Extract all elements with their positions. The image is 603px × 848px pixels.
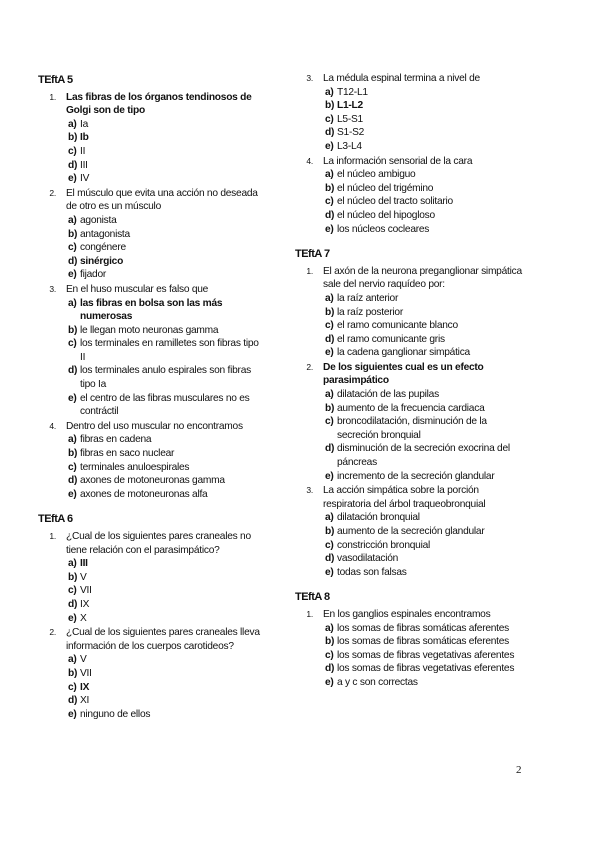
answer-option [68, 297, 266, 324]
question-row [40, 626, 266, 653]
answer-option [325, 511, 529, 525]
option-text: incremento de la secreción glandular [337, 470, 495, 482]
option-text: fibras en saco nuclear [80, 448, 175, 460]
page-number: 2 [516, 764, 522, 776]
question-text: De los siguientes cual es un efecto parasimpático [323, 361, 484, 387]
question-text: La médula espinal termina a nivel de [323, 73, 480, 84]
answer-option [325, 525, 529, 539]
option-letter: b) [68, 324, 78, 336]
option-text: Ia [80, 118, 88, 130]
option-text: III [80, 558, 88, 570]
question-text: La acción simpática sobre la porción respiratoria del árbol traqueobronquial [323, 485, 486, 510]
option-letter: a) [68, 654, 77, 666]
option-text: V [80, 571, 87, 583]
option-letter: c) [68, 461, 77, 473]
option-letter: a) [325, 512, 334, 524]
option-letter: e) [325, 140, 334, 152]
answer-option [68, 708, 266, 722]
option-letter: d) [325, 209, 335, 221]
option-letter: c) [68, 242, 77, 254]
option-letter: a) [68, 558, 77, 570]
option-letter: e) [325, 470, 334, 482]
option-text: fibras en cadena [80, 434, 152, 446]
option-text: los somas de fibras vegetativas aferentes [337, 649, 515, 661]
option-text: VII [80, 667, 92, 679]
exam-section [297, 72, 529, 236]
option-letter: c) [68, 338, 77, 350]
exam-section [40, 74, 266, 501]
option-letter: c) [325, 649, 334, 661]
option-text: T12-L1 [337, 86, 368, 98]
option-letter: b) [68, 448, 78, 460]
answer-option [325, 552, 529, 566]
answer-option [68, 214, 266, 228]
option-letter: a) [68, 434, 77, 446]
option-letter: b) [325, 636, 335, 648]
answer-options [68, 653, 266, 721]
answer-option [68, 557, 266, 571]
answer-option [68, 488, 266, 502]
option-letter: d) [68, 365, 78, 377]
option-text: vasodilatación [337, 553, 399, 565]
option-letter: e) [68, 708, 77, 720]
answer-option [325, 223, 529, 237]
option-text: dilatación de las pupilas [337, 389, 439, 401]
answer-options [325, 388, 529, 483]
section-title: TEftA 5 [38, 74, 73, 86]
option-text: aumento de la frecuencia cardiaca [337, 402, 485, 414]
question-row [297, 484, 529, 511]
option-letter: d) [68, 159, 78, 171]
question-number: 2. [49, 627, 56, 638]
answer-option [68, 612, 266, 626]
option-text: II [80, 145, 86, 157]
option-letter: a) [325, 389, 334, 401]
answer-option [68, 584, 266, 598]
answer-option [325, 113, 529, 127]
answer-option [325, 99, 529, 113]
option-letter: e) [325, 676, 334, 688]
section-title: TEftA 6 [38, 513, 73, 526]
question-text: La información sensorial de la cara [323, 155, 473, 167]
option-letter: b) [68, 571, 78, 583]
option-letter: d) [68, 695, 78, 707]
answer-option [68, 118, 266, 132]
option-letter: d) [325, 333, 335, 345]
answer-option [325, 86, 529, 100]
option-text: axones de motoneuronas gamma [80, 475, 225, 487]
option-text: sinérgico [80, 255, 124, 267]
question-row [40, 187, 266, 214]
option-text: constricción bronquial [337, 539, 431, 551]
question-number: 2. [306, 361, 313, 372]
answer-option [325, 676, 529, 690]
question-row [40, 283, 266, 297]
option-text: ninguno de ellos [80, 708, 151, 720]
option-letter: b) [325, 526, 335, 537]
option-letter: a) [68, 214, 77, 226]
option-text: dilatación bronquial [337, 512, 420, 524]
option-text: X [80, 612, 87, 624]
option-text: agonista [80, 214, 117, 226]
option-letter: c) [68, 681, 77, 693]
option-text: IV [80, 173, 90, 185]
option-letter: e) [68, 392, 77, 404]
option-letter: d) [325, 663, 335, 675]
question-text: ¿Cual de los siguientes pares craneales lleva información de los cuerpos carotideos? [66, 627, 260, 652]
question [297, 265, 529, 360]
question [40, 187, 266, 282]
option-letter: c) [68, 145, 77, 157]
answer-option [68, 172, 266, 186]
option-text: la raíz posterior [337, 306, 403, 318]
option-text: el núcleo del tracto solitario [337, 196, 453, 208]
answer-option [325, 195, 529, 209]
option-text: disminución de la secreción exocrina del páncreas [337, 443, 510, 469]
option-text: IX [80, 598, 90, 610]
exam-section [40, 513, 266, 721]
answer-option [325, 649, 529, 663]
option-letter: e) [68, 173, 77, 185]
answer-option [68, 324, 266, 338]
answer-option [68, 461, 266, 475]
question-text: El axón de la neurona preganglionar simpática sale del nervio raquídeo por: [323, 265, 522, 291]
answer-option [325, 292, 529, 306]
answer-option [68, 653, 266, 667]
option-letter: e) [325, 347, 334, 359]
right-column [297, 72, 529, 702]
option-letter: b) [68, 132, 78, 144]
answer-options [68, 557, 266, 625]
option-text: los somas de fibras somáticas aferentes [337, 622, 510, 634]
answer-options [325, 622, 529, 690]
question-number: 3. [306, 73, 313, 83]
answer-option [325, 470, 529, 484]
question [297, 484, 529, 579]
option-text: S1-S2 [337, 127, 365, 139]
option-text: la cadena ganglionar simpática [337, 347, 470, 359]
answer-option [68, 433, 266, 447]
option-text: III [80, 159, 88, 171]
option-text: terminales anuloespirales [80, 461, 190, 473]
option-text: la raíz anterior [337, 292, 399, 304]
answer-option [325, 566, 529, 580]
answer-option [325, 346, 529, 360]
question [297, 361, 529, 483]
question-text: Dentro del uso muscular no encontramos [66, 420, 243, 432]
answer-option [68, 598, 266, 612]
option-text: axones de motoneuronas alfa [80, 488, 208, 500]
answer-option [325, 622, 529, 636]
option-text: el centro de las fibras musculares no es contráctil [80, 392, 250, 418]
option-letter: c) [325, 320, 334, 332]
option-text: XI [80, 695, 90, 707]
option-text: le llegan moto neuronas gamma [80, 324, 219, 336]
answer-option [325, 168, 529, 182]
option-letter: c) [68, 585, 77, 597]
option-text: L1-L2 [337, 100, 363, 112]
answer-options [68, 433, 266, 501]
option-text: los terminales en ramilletes son fibras tipo II [80, 338, 259, 363]
option-text: aumento de la secreción glandular [337, 526, 485, 537]
left-column [40, 72, 266, 733]
option-letter: d) [325, 127, 335, 139]
question [297, 155, 529, 237]
question-number: 4. [49, 420, 56, 431]
option-letter: d) [68, 475, 78, 487]
option-text: fijador [80, 269, 106, 281]
question-number: 1. [306, 608, 313, 619]
option-letter: d) [68, 598, 78, 610]
answer-option [68, 474, 266, 488]
question [40, 420, 266, 502]
option-letter: c) [325, 416, 334, 428]
option-letter: a) [325, 622, 334, 634]
answer-option [68, 255, 266, 269]
answer-option [325, 140, 529, 154]
option-text: a y c son correctas [337, 676, 418, 688]
question-number: 4. [306, 155, 313, 166]
answer-option [68, 447, 266, 461]
answer-option [325, 415, 529, 442]
option-letter: a) [68, 297, 77, 309]
option-letter: b) [325, 100, 335, 112]
question-text: ¿Cual de los siguientes pares craneales no tiene relación con el parasimpático? [66, 531, 251, 556]
option-text: los núcleos cocleares [337, 223, 430, 235]
option-letter: c) [325, 196, 334, 208]
question-row [297, 72, 529, 86]
option-letter: c) [325, 113, 334, 125]
question-number: 2. [49, 187, 56, 198]
question-row [297, 361, 529, 388]
question-text: En el huso muscular es falso que [66, 283, 209, 295]
option-letter: e) [325, 566, 334, 578]
question-number: 3. [306, 485, 313, 496]
option-text: IX [80, 681, 90, 693]
answer-option [325, 402, 529, 416]
option-letter: e) [68, 269, 77, 281]
option-letter: e) [325, 223, 334, 235]
answer-options [325, 511, 529, 579]
option-text: L3-L4 [337, 140, 362, 152]
option-text: Ib [80, 132, 89, 144]
answer-option [325, 182, 529, 196]
question-number: 1. [306, 265, 313, 276]
section-title: TEftA 8 [295, 591, 330, 604]
option-text: los somas de fibras vegetativas eferentes [337, 663, 515, 675]
option-letter: b) [68, 667, 78, 679]
answer-options [325, 292, 529, 360]
answer-options [325, 86, 529, 154]
option-text: todas son falsas [337, 566, 407, 578]
option-text: el núcleo del trigémino [337, 182, 434, 194]
answer-option [68, 667, 266, 681]
option-text: V [80, 654, 87, 666]
option-text: congénere [80, 242, 126, 254]
answer-option [68, 694, 266, 708]
question-row [40, 530, 266, 557]
option-letter: b) [325, 306, 335, 318]
option-text: broncodilatación, disminución de la secreción bronquial [337, 416, 487, 441]
question [40, 283, 266, 419]
question [297, 72, 529, 154]
answer-option [325, 442, 529, 469]
question-number: 1. [49, 531, 56, 541]
section-title: TEftA 7 [295, 248, 330, 261]
exam-section [297, 591, 529, 689]
option-letter: a) [325, 292, 334, 304]
question-text: Las fibras de los órganos tendinosos de Golgi son de tipo [66, 91, 252, 117]
answer-option [68, 268, 266, 282]
answer-option [325, 319, 529, 333]
answer-option [325, 635, 529, 649]
answer-option [68, 571, 266, 585]
answer-option [68, 145, 266, 159]
option-text: el núcleo ambiguo [337, 169, 416, 181]
question-row [40, 420, 266, 434]
option-text: el núcleo del hipogloso [337, 209, 435, 221]
answer-option [68, 131, 266, 145]
answer-option [68, 337, 266, 364]
option-letter: e) [68, 612, 77, 624]
question [40, 626, 266, 721]
answer-options [325, 168, 529, 236]
option-letter: a) [68, 118, 77, 130]
answer-option [325, 126, 529, 140]
answer-option [325, 539, 529, 553]
option-text: los somas de fibras somáticas eferentes [337, 636, 510, 648]
option-letter: b) [325, 182, 335, 194]
option-letter: b) [325, 402, 335, 414]
question-row [40, 91, 266, 118]
answer-option [325, 306, 529, 320]
exam-section [297, 248, 529, 579]
option-text: el ramo comunicante gris [337, 333, 445, 345]
answer-option [325, 209, 529, 223]
option-text: L5-S1 [337, 113, 363, 125]
option-letter: a) [325, 169, 334, 181]
option-text: las fibras en bolsa son las más numerosas [80, 297, 223, 323]
question-row [297, 155, 529, 169]
option-letter: c) [325, 539, 334, 551]
answer-option [68, 159, 266, 173]
question [297, 608, 529, 690]
question-row [297, 608, 529, 622]
answer-option [325, 333, 529, 347]
question-text: El músculo que evita una acción no deseada de otro es un músculo [66, 187, 258, 213]
question-number: 3. [49, 283, 56, 294]
question [40, 91, 266, 186]
answer-options [68, 297, 266, 419]
question-row [297, 265, 529, 292]
answer-option [325, 662, 529, 676]
answer-option [68, 241, 266, 255]
answer-options [68, 214, 266, 282]
option-letter: a) [325, 86, 334, 98]
question [40, 530, 266, 625]
option-text: los terminales anulo espirales son fibras tipo Ia [80, 365, 251, 391]
answer-options [68, 118, 266, 186]
question-number: 1. [49, 91, 56, 102]
option-letter: b) [68, 228, 78, 240]
option-letter: e) [68, 488, 77, 500]
option-text: antagonista [80, 228, 130, 240]
option-letter: d) [325, 443, 335, 455]
answer-option [325, 388, 529, 402]
answer-option [68, 228, 266, 242]
option-text: el ramo comunicante blanco [337, 320, 458, 332]
option-letter: d) [68, 255, 78, 267]
answer-option [68, 681, 266, 695]
answer-option [68, 364, 266, 391]
option-letter: d) [325, 553, 335, 565]
question-text: En los ganglios espinales encontramos [323, 608, 491, 620]
option-text: VII [80, 585, 92, 597]
answer-option [68, 392, 266, 419]
